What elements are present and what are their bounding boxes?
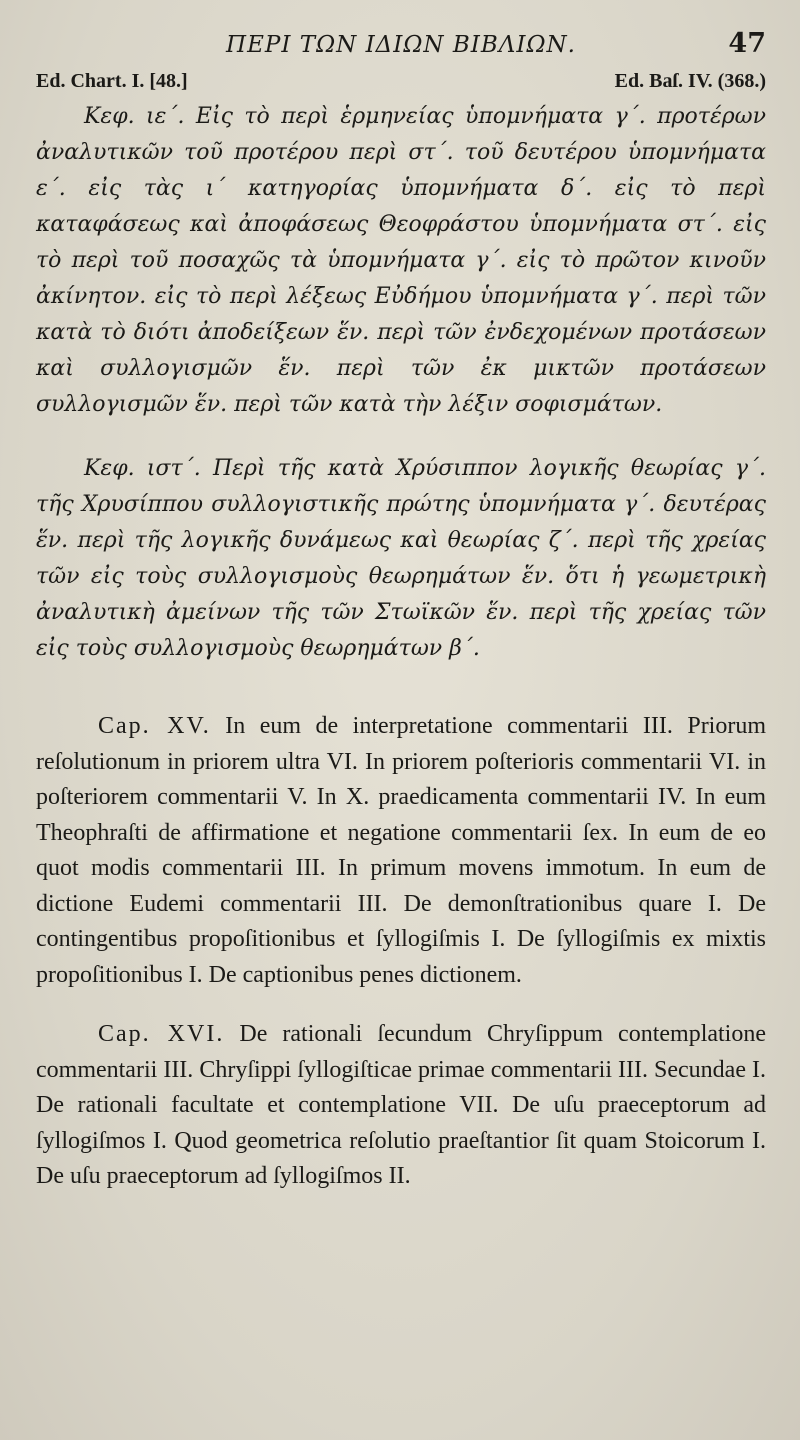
chapter-label: Cap. XV. [98,713,211,739]
greek-paragraph-16: Κεφ. ιστ΄. Περὶ τῆς κατὰ Χρύσιππον λογικῆς θεωρίας γ΄. τῆς Χρυσίππου συλλογιστικῆς πρώτης ὑπομνήματα γ΄. δευτέρας ἕν. περὶ τῆς λογικῆς δυνάμεως καὶ θεωρίας ζ΄. περὶ τῆς χρείας τῶν εἰς τοὺς συλλογισμοὺς θεωρημάτων ἕν. ὅτι ἡ γεωμετρικὴ ἀναλυτικὴ ἀμείνων τῆς τῶν Στωϊκῶν ἕν. περὶ τῆς χρείας τῶν εἰς τοὺς συλλογισμοὺς θεωρημάτων β΄. [36,456,766,661]
latin-text-15: In eum de interpretatione commentarii III. Priorum reſolutionum in priorem ultra VI. In priorem poſterioris commentarii VI. in poſteriorem commentarii V. In X. praedicamenta commentarii IV. In eum Theophraſti de affirmatione et negatione commentarii ſex. In eum de eo quot modis commentarii III. In primum movens immotum. In eum de dictione Eudemi commentarii III. De demonſtrationibus quare I. De contingentibus propoſitionibus et ſyllogiſmis I. De ſyllogiſmis ex mixtis propoſitionibus I. De captionibus penes dictionem. [36,713,767,988]
edition-chart: Ed. Chart. I. [48.] [36,70,188,92]
edition-basel: Ed. Baſ. IV. (368.) [614,70,766,92]
running-title: ΠΕΡΙ ΤΩΝ ΙΔΙΩΝ ΒΙΒΛΙΩΝ. [226,32,576,58]
latin-paragraph-15 [36,709,766,993]
greek-paragraph-15: Κεφ. ιε΄. Εἰς τὸ περὶ ἑρμηνείας ὑπομνήματα γ΄. προτέρων ἀναλυτικῶν τοῦ προτέρου περὶ στ΄. τοῦ δευτέρου ὑπομνήματα ε΄. εἰς τὰς ι΄ κατηγορίας ὑπομνήματα δ΄. εἰς τὸ περὶ καταφάσεως καὶ ἀποφάσεως Θεοφράστου ὑπομνήματα στ΄. εἰς τὸ περὶ τοῦ ποσαχῶς τὰ ὑπομνήματα γ΄. εἰς τὸ πρῶτον κινοῦν ἀκίνητον. εἰς τὸ περὶ λέξεως Εὐδήμου ὑπομνήματα γ΄. περὶ τῶν κατὰ τὸ διότι ἀποδείξεων ἕν. περὶ τῶν ἐνδεχομένων προτάσεων καὶ συλλογισμῶν ἕν. περὶ τῶν ἐκ μικτῶν προτάσεων συλλογισμῶν ἕν. περὶ τῶν κατὰ τὴν λέξιν σοφισμάτων. [36,104,766,417]
chapter-label: Cap. XVI. [98,1021,225,1047]
edition-line [36,70,766,93]
greek-text [36,99,766,667]
page-number: 47 [728,28,766,59]
running-head [36,28,766,70]
latin-paragraph-16 [36,1017,766,1195]
latin-text [36,709,766,1195]
latin-text-16: De rationali ſecundum Chryſippum contemplatione commentarii III. Chryſippi ſyllogiſticae primae commentarii III. Secundae I. De rationali facultate et contemplatione VII. De uſu praeceptorum ad ſyllogiſmos I. Quod geometrica reſolutio praeſtantior ſit quam Stoicorum I. De uſu praeceptorum ad ſyllogiſmos II. [36,1021,767,1189]
